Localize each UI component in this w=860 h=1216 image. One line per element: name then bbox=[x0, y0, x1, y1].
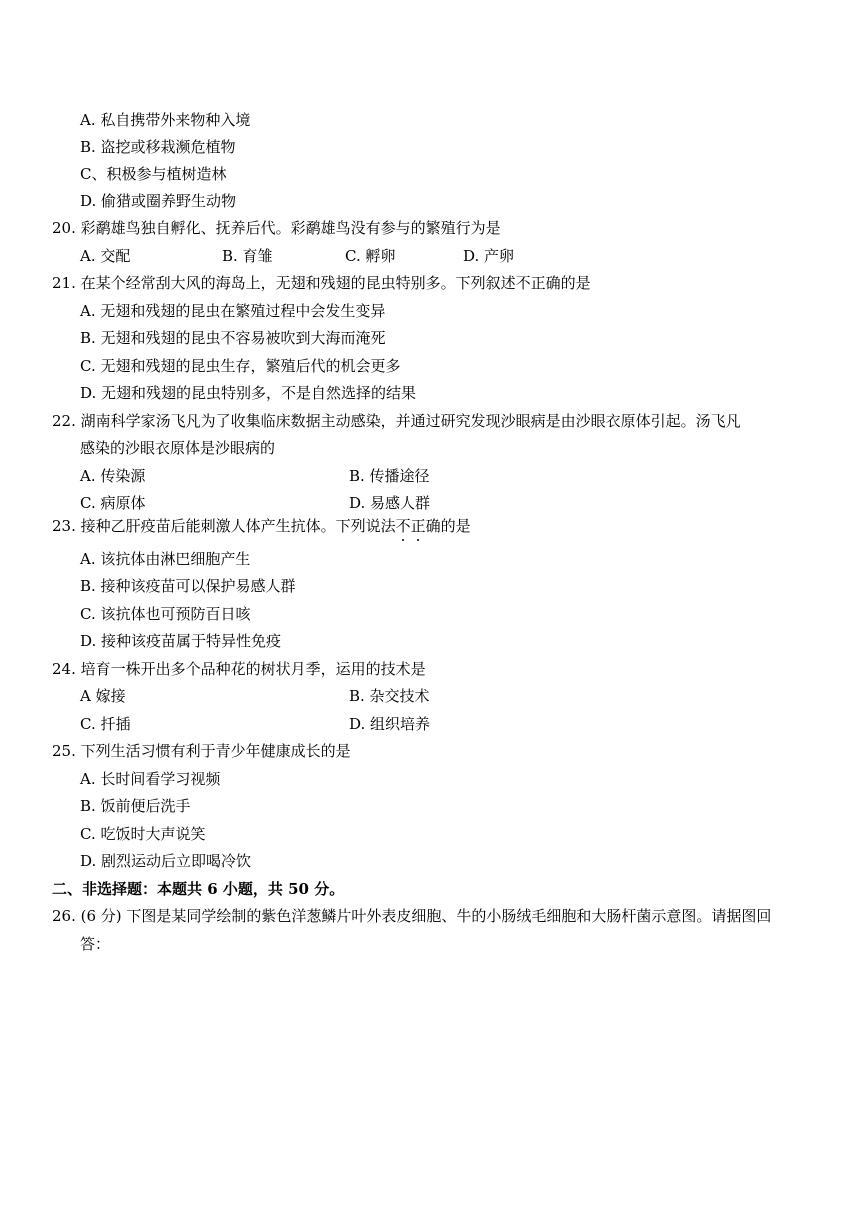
q20-option-b: B. 育雏 bbox=[222, 247, 273, 265]
q19-option-c: C、积极参与植树造林 bbox=[80, 165, 227, 183]
section-2-heading: 二、非选择题：本题共 6 小题，共 50 分。 bbox=[52, 880, 345, 898]
q22-stem-line2: 感染的沙眼衣原体是沙眼病的 bbox=[80, 439, 276, 457]
q19-option-d: D. 偷猎或圈养野生动物 bbox=[80, 192, 237, 210]
q21-option-c: C. 无翅和残翅的昆虫生存，繁殖后代的机会更多 bbox=[80, 357, 401, 375]
q22-option-d: D. 易感人群 bbox=[349, 494, 431, 512]
q23-option-b: B. 接种该疫苗可以保护易感人群 bbox=[80, 577, 296, 595]
q24-option-c: C. 扦插 bbox=[80, 715, 131, 733]
q25-option-d: D. 剧烈运动后立即喝冷饮 bbox=[80, 852, 252, 870]
q25-stem: 25. 下列生活习惯有利于青少年健康成长的是 bbox=[52, 742, 351, 760]
q20-option-c: C. 孵卵 bbox=[345, 247, 396, 265]
q23-option-c: C. 该抗体也可预防百日咳 bbox=[80, 605, 251, 623]
q24-option-a: A 嫁接 bbox=[80, 687, 126, 705]
q25-option-a: A. 长时间看学习视频 bbox=[80, 770, 221, 788]
q23-emphasis-char-2: 正 bbox=[410, 517, 426, 535]
q20-option-a: A. 交配 bbox=[80, 247, 131, 265]
q26-stem-line1: 26. (6 分) 下图是某同学绘制的紫色洋葱鳞片叶外表皮细胞、牛的小肠绒毛细胞和大肠杆菌示意图。请据图回 bbox=[52, 907, 772, 925]
q21-option-a: A. 无翅和残翅的昆虫在繁殖过程中会发生变异 bbox=[80, 302, 386, 320]
q22-option-b: B. 传播途径 bbox=[349, 467, 430, 485]
q26-stem-line2: 答： bbox=[80, 935, 111, 953]
q19-option-b: B. 盗挖或移栽濒危植物 bbox=[80, 138, 236, 156]
q25-option-b: B. 饭前便后洗手 bbox=[80, 797, 191, 815]
q23-option-a: A. 该抗体由淋巴细胞产生 bbox=[80, 550, 251, 568]
q23-emphasis-char-1: 不 bbox=[395, 517, 411, 535]
q23-stem bbox=[52, 516, 471, 536]
q24-stem: 24. 培育一株开出多个品种花的树状月季，运用的技术是 bbox=[52, 660, 426, 678]
q25-option-c: C. 吃饭时大声说笑 bbox=[80, 825, 206, 843]
q24-option-b: B. 杂交技术 bbox=[349, 687, 430, 705]
q21-option-b: B. 无翅和残翅的昆虫不容易被吹到大海而淹死 bbox=[80, 329, 386, 347]
q23-stem-pre: 23. 接种乙肝疫苗后能刺激人体产生抗体。下列说法 bbox=[52, 517, 396, 535]
q21-option-d: D. 无翅和残翅的昆虫特别多，不是自然选择的结果 bbox=[80, 384, 417, 402]
q23-stem-post: 确的是 bbox=[425, 517, 471, 535]
q21-stem: 21. 在某个经常刮大风的海岛上，无翅和残翅的昆虫特别多。下列叙述不正确的是 bbox=[52, 274, 591, 292]
q20-option-d: D. 产卵 bbox=[463, 247, 515, 265]
q24-option-d: D. 组织培养 bbox=[349, 715, 431, 733]
q22-option-c: C. 病原体 bbox=[80, 494, 146, 512]
q19-option-a: A. 私自携带外来物种入境 bbox=[80, 111, 251, 129]
q23-option-d: D. 接种该疫苗属于特异性免疫 bbox=[80, 632, 282, 650]
q22-stem-line1: 22. 湖南科学家汤飞凡为了收集临床数据主动感染，并通过研究发现沙眼病是由沙眼衣原体引起。汤飞凡 bbox=[52, 412, 741, 430]
q20-stem: 20. 彩鹬雄鸟独自孵化、抚养后代。彩鹬雄鸟没有参与的繁殖行为是 bbox=[52, 219, 501, 237]
q22-option-a: A. 传染源 bbox=[80, 467, 146, 485]
